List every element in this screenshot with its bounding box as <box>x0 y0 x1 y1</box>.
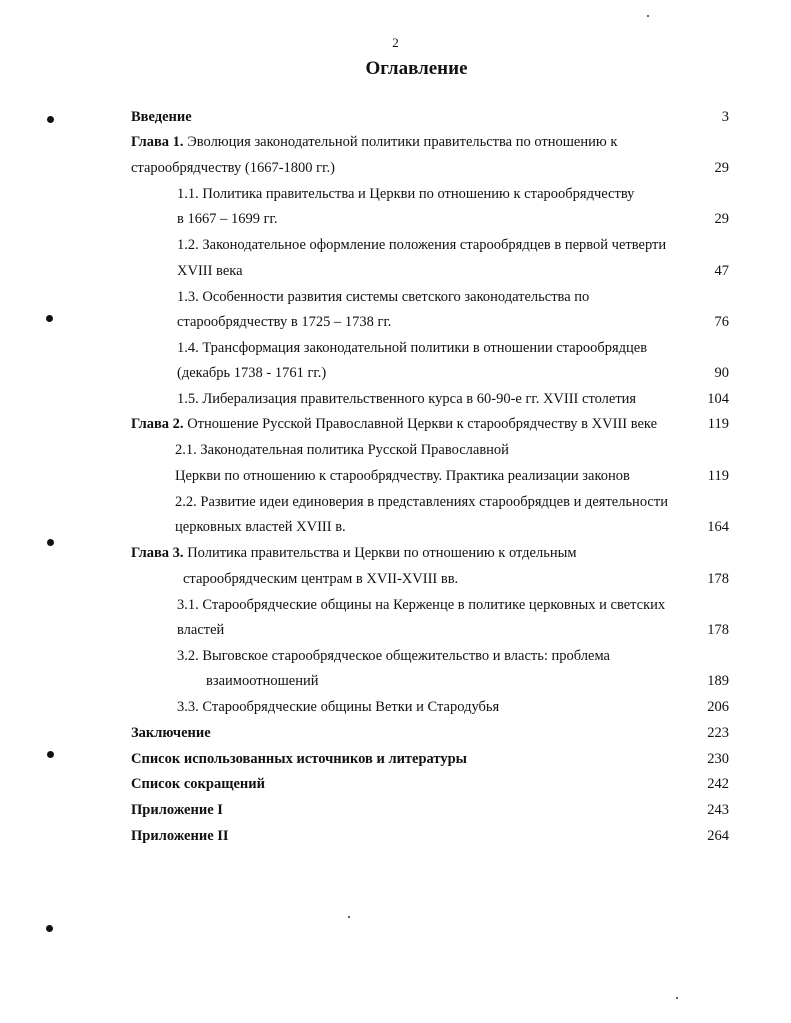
toc-sources-label: Список использованных источников и литературы <box>131 751 467 767</box>
toc-chapter-1-title <box>131 133 617 151</box>
toc-chapter-2-text: Отношение Русской Православной Церкви к старообрядчеству в XVIII веке <box>183 416 658 432</box>
toc-appendix-2-page: 264 <box>707 828 729 844</box>
toc-conclusion-label: Заключение <box>131 725 211 741</box>
toc-section-2-2-cont: церковных властей XVIII в. <box>175 519 346 535</box>
toc-section-2-1: 2.1. Законодательная политика Русской Православной <box>175 442 509 458</box>
toc-section-3-1-cont: властей <box>177 622 225 638</box>
toc-section-1-2-cont: XVIII века <box>177 263 243 279</box>
toc-abbreviations-page: 242 <box>707 776 729 792</box>
page-title: Оглавление <box>365 58 468 79</box>
scan-speck <box>676 997 678 999</box>
toc-intro-page: 3 <box>721 109 729 125</box>
toc-section-1-2-page: 47 <box>714 263 729 279</box>
toc-conclusion-page: 223 <box>707 725 729 741</box>
toc-section-1-5-page: 104 <box>707 391 729 407</box>
toc-appendix-1-label: Приложение I <box>131 802 223 818</box>
toc-chapter-1-title-cont: старообрядчеству (1667-1800 гг.) <box>131 160 335 176</box>
binder-hole-mark <box>46 315 53 322</box>
toc-section-1-4: 1.4. Трансформация законодательной политики в отношении старообрядцев <box>177 340 648 356</box>
toc-section-1-3: 1.3. Особенности развития системы светского законодательства по <box>177 289 590 305</box>
scan-speck <box>647 15 649 17</box>
toc-abbreviations-label: Список сокращений <box>131 776 265 792</box>
toc-sources-page: 230 <box>707 751 729 767</box>
toc-chapter-1-prefix: Глава 1. <box>131 134 184 150</box>
toc-section-3-2: 3.2. Выговское старообрядческое общежительство и власть: проблема <box>177 648 610 664</box>
toc-section-3-3-page: 206 <box>707 699 729 715</box>
toc-section-1-1-page: 29 <box>714 211 729 227</box>
toc-section-2-2-page: 164 <box>707 519 729 535</box>
toc-section-3-1: 3.1. Старообрядческие общины на Керженце в политике церковных и светских <box>177 597 666 613</box>
toc-section-1-3-cont: старообрядчеству в 1725 – 1738 гг. <box>177 314 392 330</box>
toc-section-3-1-page: 178 <box>707 622 729 638</box>
toc-section-1-1-cont: в 1667 – 1699 гг. <box>177 211 278 227</box>
binder-hole-mark <box>47 116 54 123</box>
binder-hole-mark <box>47 751 54 758</box>
toc-section-1-5: 1.5. Либерализация правительственного курса в 60-90-е гг. XVIII столетия <box>177 391 637 407</box>
toc-section-1-2: 1.2. Законодательное оформление положения старообрядцев в первой четверти <box>177 237 667 253</box>
toc-chapter-3-page: 178 <box>707 571 729 587</box>
toc-section-2-2: 2.2. Развитие идеи единоверия в представлениях старообрядцев и деятельности <box>175 494 668 510</box>
toc-chapter-2-prefix: Глава 2. <box>131 416 184 432</box>
toc-chapter-2-page: 119 <box>707 416 729 432</box>
binder-hole-mark <box>47 539 54 546</box>
toc-section-1-4-page: 90 <box>714 365 729 381</box>
binder-hole-mark <box>46 925 53 932</box>
toc-section-1-4-cont: (декабрь 1738 - 1761 гг.) <box>177 365 327 381</box>
toc-section-3-2-page: 189 <box>707 673 729 689</box>
toc-chapter-3-title-cont: старообрядческим центрам в XVII-XVIII вв. <box>183 571 459 587</box>
scan-speck <box>348 916 350 918</box>
toc-chapter-1-text: Эволюция законодательной политики правительства по отношению к <box>183 134 618 150</box>
toc-section-3-2-cont: взаимоотношений <box>206 673 319 689</box>
toc-section-2-1-cont: Церкви по отношению к старообрядчеству. Практика реализации законов <box>175 468 630 484</box>
toc-chapter-3-text: Политика правительства и Церкви по отношению к отдельным <box>183 545 577 561</box>
toc-section-1-3-page: 76 <box>714 314 729 330</box>
toc-section-2-1-page: 119 <box>707 468 729 484</box>
toc-appendix-2-label: Приложение II <box>131 828 229 844</box>
toc-chapter-3-title <box>131 544 577 562</box>
toc-chapter-3-prefix: Глава 3. <box>131 545 184 561</box>
page-number: 2 <box>392 35 399 50</box>
toc-appendix-1-page: 243 <box>707 802 729 818</box>
toc-chapter-1-page: 29 <box>714 160 729 176</box>
toc-intro-label: Введение <box>131 109 192 125</box>
toc-section-1-1: 1.1. Политика правительства и Церкви по отношению к старообрядчеству <box>177 186 635 202</box>
toc-section-3-3: 3.3. Старообрядческие общины Ветки и Стародубья <box>177 699 500 715</box>
toc-chapter-2-title <box>131 415 657 433</box>
